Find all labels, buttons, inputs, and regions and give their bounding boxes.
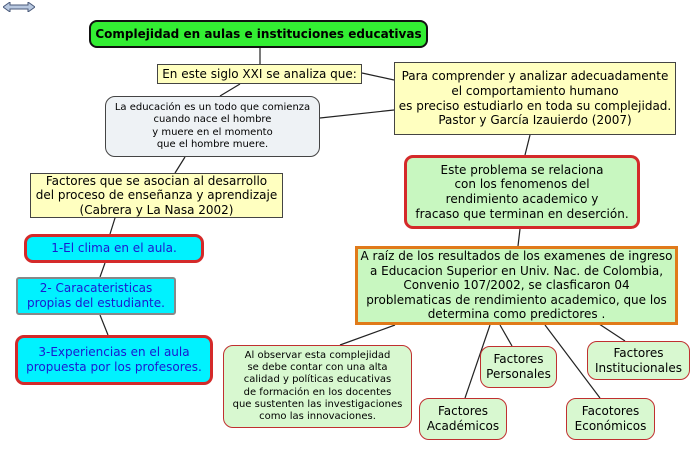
factores-institucionales-text: Factores Institucionales — [595, 345, 682, 375]
factores-economicos-node[interactable] — [566, 398, 655, 440]
observar-text: Al observar esta complejidad se debe contar con una alta calidad y políticas educativas de formación en los docentes que sustenten las investigaciones como las innovaciones. — [232, 349, 403, 422]
factores-academicos-node[interactable] — [419, 398, 507, 440]
problema-text: Este problema se relaciona con los fenomenos del rendimiento academico y fracaso que terminan en deserción. — [415, 162, 629, 221]
observar-node[interactable] — [223, 345, 412, 428]
link-educacion-comprender — [320, 110, 394, 118]
factores-desarrollo-text: Factores que se asocian al desarrollo del proceso de enseñanza y aprendizaje (Cabrera y La Nasa 2002) — [35, 173, 278, 217]
educacion-text: La educación es un todo que comienza cuando nace el hombre y muere en el momento que el hombre muere. — [114, 102, 311, 150]
examenes-text: A raíz de los resultados de los examenes de ingreso a Educacion Superior en Univ. Nac. de Colombia, Convenio 107/2002, se clasficaron 04 problematicas de rendimiento academico, que los determina como predictores . — [360, 248, 673, 322]
link-clima-caracteristicas — [100, 263, 105, 277]
educacion-node[interactable] — [105, 96, 320, 157]
factores-personales-text: Factores Personales — [486, 352, 551, 381]
caracteristicas-node[interactable] — [16, 277, 176, 315]
comprender-node[interactable] — [394, 62, 676, 135]
link-siglo-educacion — [220, 84, 240, 96]
factores-institucionales-node[interactable] — [587, 341, 690, 380]
siglo-node[interactable] — [157, 64, 362, 84]
examenes-node[interactable] — [355, 246, 678, 325]
title-text: Complejidad en aulas e instituciones educativas — [95, 26, 422, 41]
factores-academicos-text: Factores Académicos — [426, 404, 500, 433]
clima-node[interactable] — [24, 234, 204, 263]
title-node[interactable] — [89, 20, 428, 48]
factores-personales-node[interactable] — [480, 346, 557, 388]
caracteristicas-text: 2- Caracateristicas propias del estudiante. — [27, 281, 165, 310]
experiencias-node[interactable] — [15, 335, 213, 385]
link-caracteristicas-experiencias — [100, 315, 108, 335]
link-examenes-observar — [340, 325, 395, 345]
link-factores-clima — [110, 218, 115, 234]
link-educacion-factores — [175, 157, 185, 173]
clima-text: 1-El clima en el aula. — [51, 241, 177, 256]
factores-desarrollo-node[interactable] — [30, 173, 283, 218]
problema-node[interactable] — [404, 155, 640, 229]
factores-economicos-text: Facotores Económicos — [574, 404, 647, 433]
siglo-text: En este siglo XXI se analiza que: — [162, 66, 357, 81]
link-comprender-problema — [525, 135, 530, 155]
link-examenes-personales — [500, 325, 512, 346]
link-siglo-comprender — [362, 73, 394, 80]
link-problema-examenes — [518, 229, 520, 246]
comprender-text: Para comprender y analizar adecuadamente el comportamiento humano es preciso estudiarlo en toda su complejidad. Pastor y García Izauierdo (2007) — [398, 69, 672, 128]
double-arrow-icon[interactable] — [3, 2, 35, 12]
experiencias-text: 3-Experiencias en el aula propuesta por los profesores. — [26, 345, 202, 374]
